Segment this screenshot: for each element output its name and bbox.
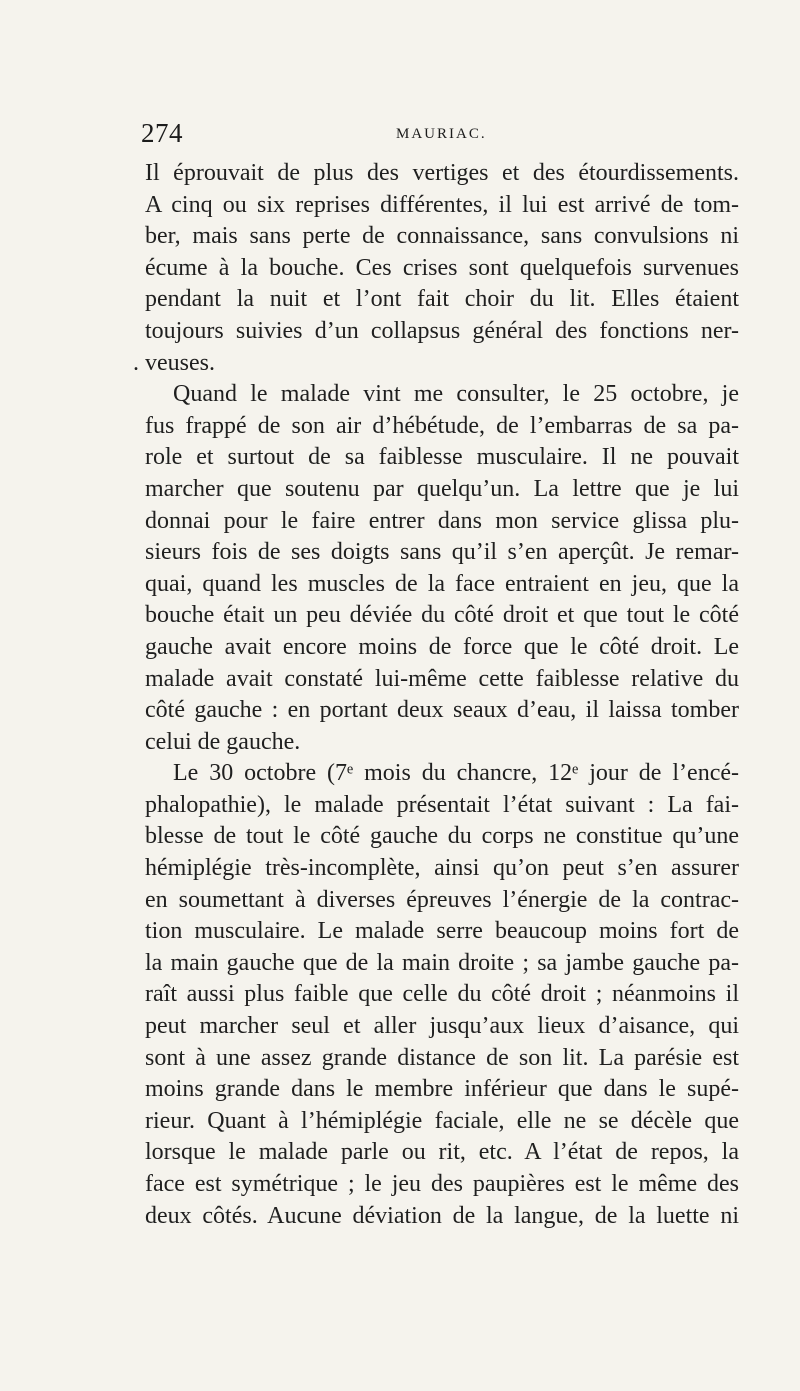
text-line: sont à une assez grande distance de son lit. La parésie est: [145, 1044, 739, 1071]
text-line: en soumettant à diverses épreuves l’énergie de la contrac-: [145, 886, 739, 913]
text-line: A cinq ou six reprises différentes, il lui est arrivé de tom-: [145, 191, 739, 218]
text-line: donnai pour le faire entrer dans mon service glissa plu-: [145, 507, 739, 534]
page-header: [141, 118, 741, 148]
text-line: moins grande dans le membre inférieur que dans le supé-: [145, 1076, 739, 1103]
text-line: phalopathie), le malade présentait l’état suivant : La fai-: [145, 791, 739, 818]
text-line: la main gauche que de la main droite ; sa jambe gauche pa-: [145, 949, 739, 976]
text-line: bouche était un peu déviée du côté droit et que tout le côté: [145, 602, 739, 629]
text-line: toujours suivies d’un collapsus général des fonctions ner-: [145, 317, 739, 344]
text-line: face est symétrique ; le jeu des paupières est le même des: [145, 1171, 739, 1197]
text-line: . veuses.: [133, 349, 215, 376]
body-text: [133, 158, 739, 1232]
text-line: malade avait constaté lui-même cette faiblesse relative du: [145, 665, 739, 692]
text-line: sieurs fois de ses doigts sans qu’il s’en aperçût. Je remar-: [145, 539, 739, 566]
paragraph-start-line: Quand le malade vint me consulter, le 25 octobre, je: [173, 381, 739, 408]
text-line: côté gauche : en portant deux seaux d’eau, il laissa tomber: [145, 697, 739, 724]
text-line: écume à la bouche. Ces crises sont quelquefois survenues: [145, 254, 739, 281]
text-line: fus frappé de son air d’hébétude, de l’embarras de sa pa-: [145, 412, 739, 439]
text-line: gauche avait encore moins de force que le côté droit. Le: [145, 633, 739, 660]
text-line: peut marcher seul et aller jusqu’aux lieux d’aisance, qui: [145, 1013, 739, 1040]
text-line: Il éprouvait de plus des vertiges et des étourdissements.: [145, 160, 739, 186]
text-line: tion musculaire. Le malade serre beaucoup moins fort de: [145, 918, 739, 945]
text-line: role et surtout de sa faiblesse musculaire. Il ne pouvait: [145, 444, 739, 471]
page-number: 274: [141, 118, 183, 148]
text-line: celui de gauche.: [145, 728, 301, 755]
running-head: MAURIAC.: [396, 126, 487, 142]
text-line: blesse de tout le côté gauche du corps ne constitue qu’une: [145, 823, 739, 850]
text-line: ber, mais sans perte de connaissance, sans convulsions ni: [145, 223, 739, 250]
text-line: quai, quand les muscles de la face entraient en jeu, que la: [145, 570, 739, 597]
text-line: pendant la nuit et l’ont fait choir du lit. Elles étaient: [145, 286, 739, 313]
text-line: rieur. Quant à l’hémiplégie faciale, elle ne se décèle que: [145, 1107, 739, 1134]
text-line: hémiplégie très-incomplète, ainsi qu’on peut s’en assurer: [145, 855, 739, 882]
text-line: deux côtés. Aucune déviation de la langue, de la luette ni: [145, 1202, 739, 1229]
text-line: lorsque le malade parle ou rit, etc. A l’état de repos, la: [145, 1139, 739, 1166]
text-line: marcher que soutenu par quelqu’un. La lettre que je lui: [145, 475, 739, 502]
text-line: raît aussi plus faible que celle du côté droit ; néanmoins il: [145, 981, 739, 1008]
paragraph-start-line: Le 30 octobre (7ᵉ mois du chancre, 12ᵉ jour de l’encé-: [173, 760, 739, 787]
